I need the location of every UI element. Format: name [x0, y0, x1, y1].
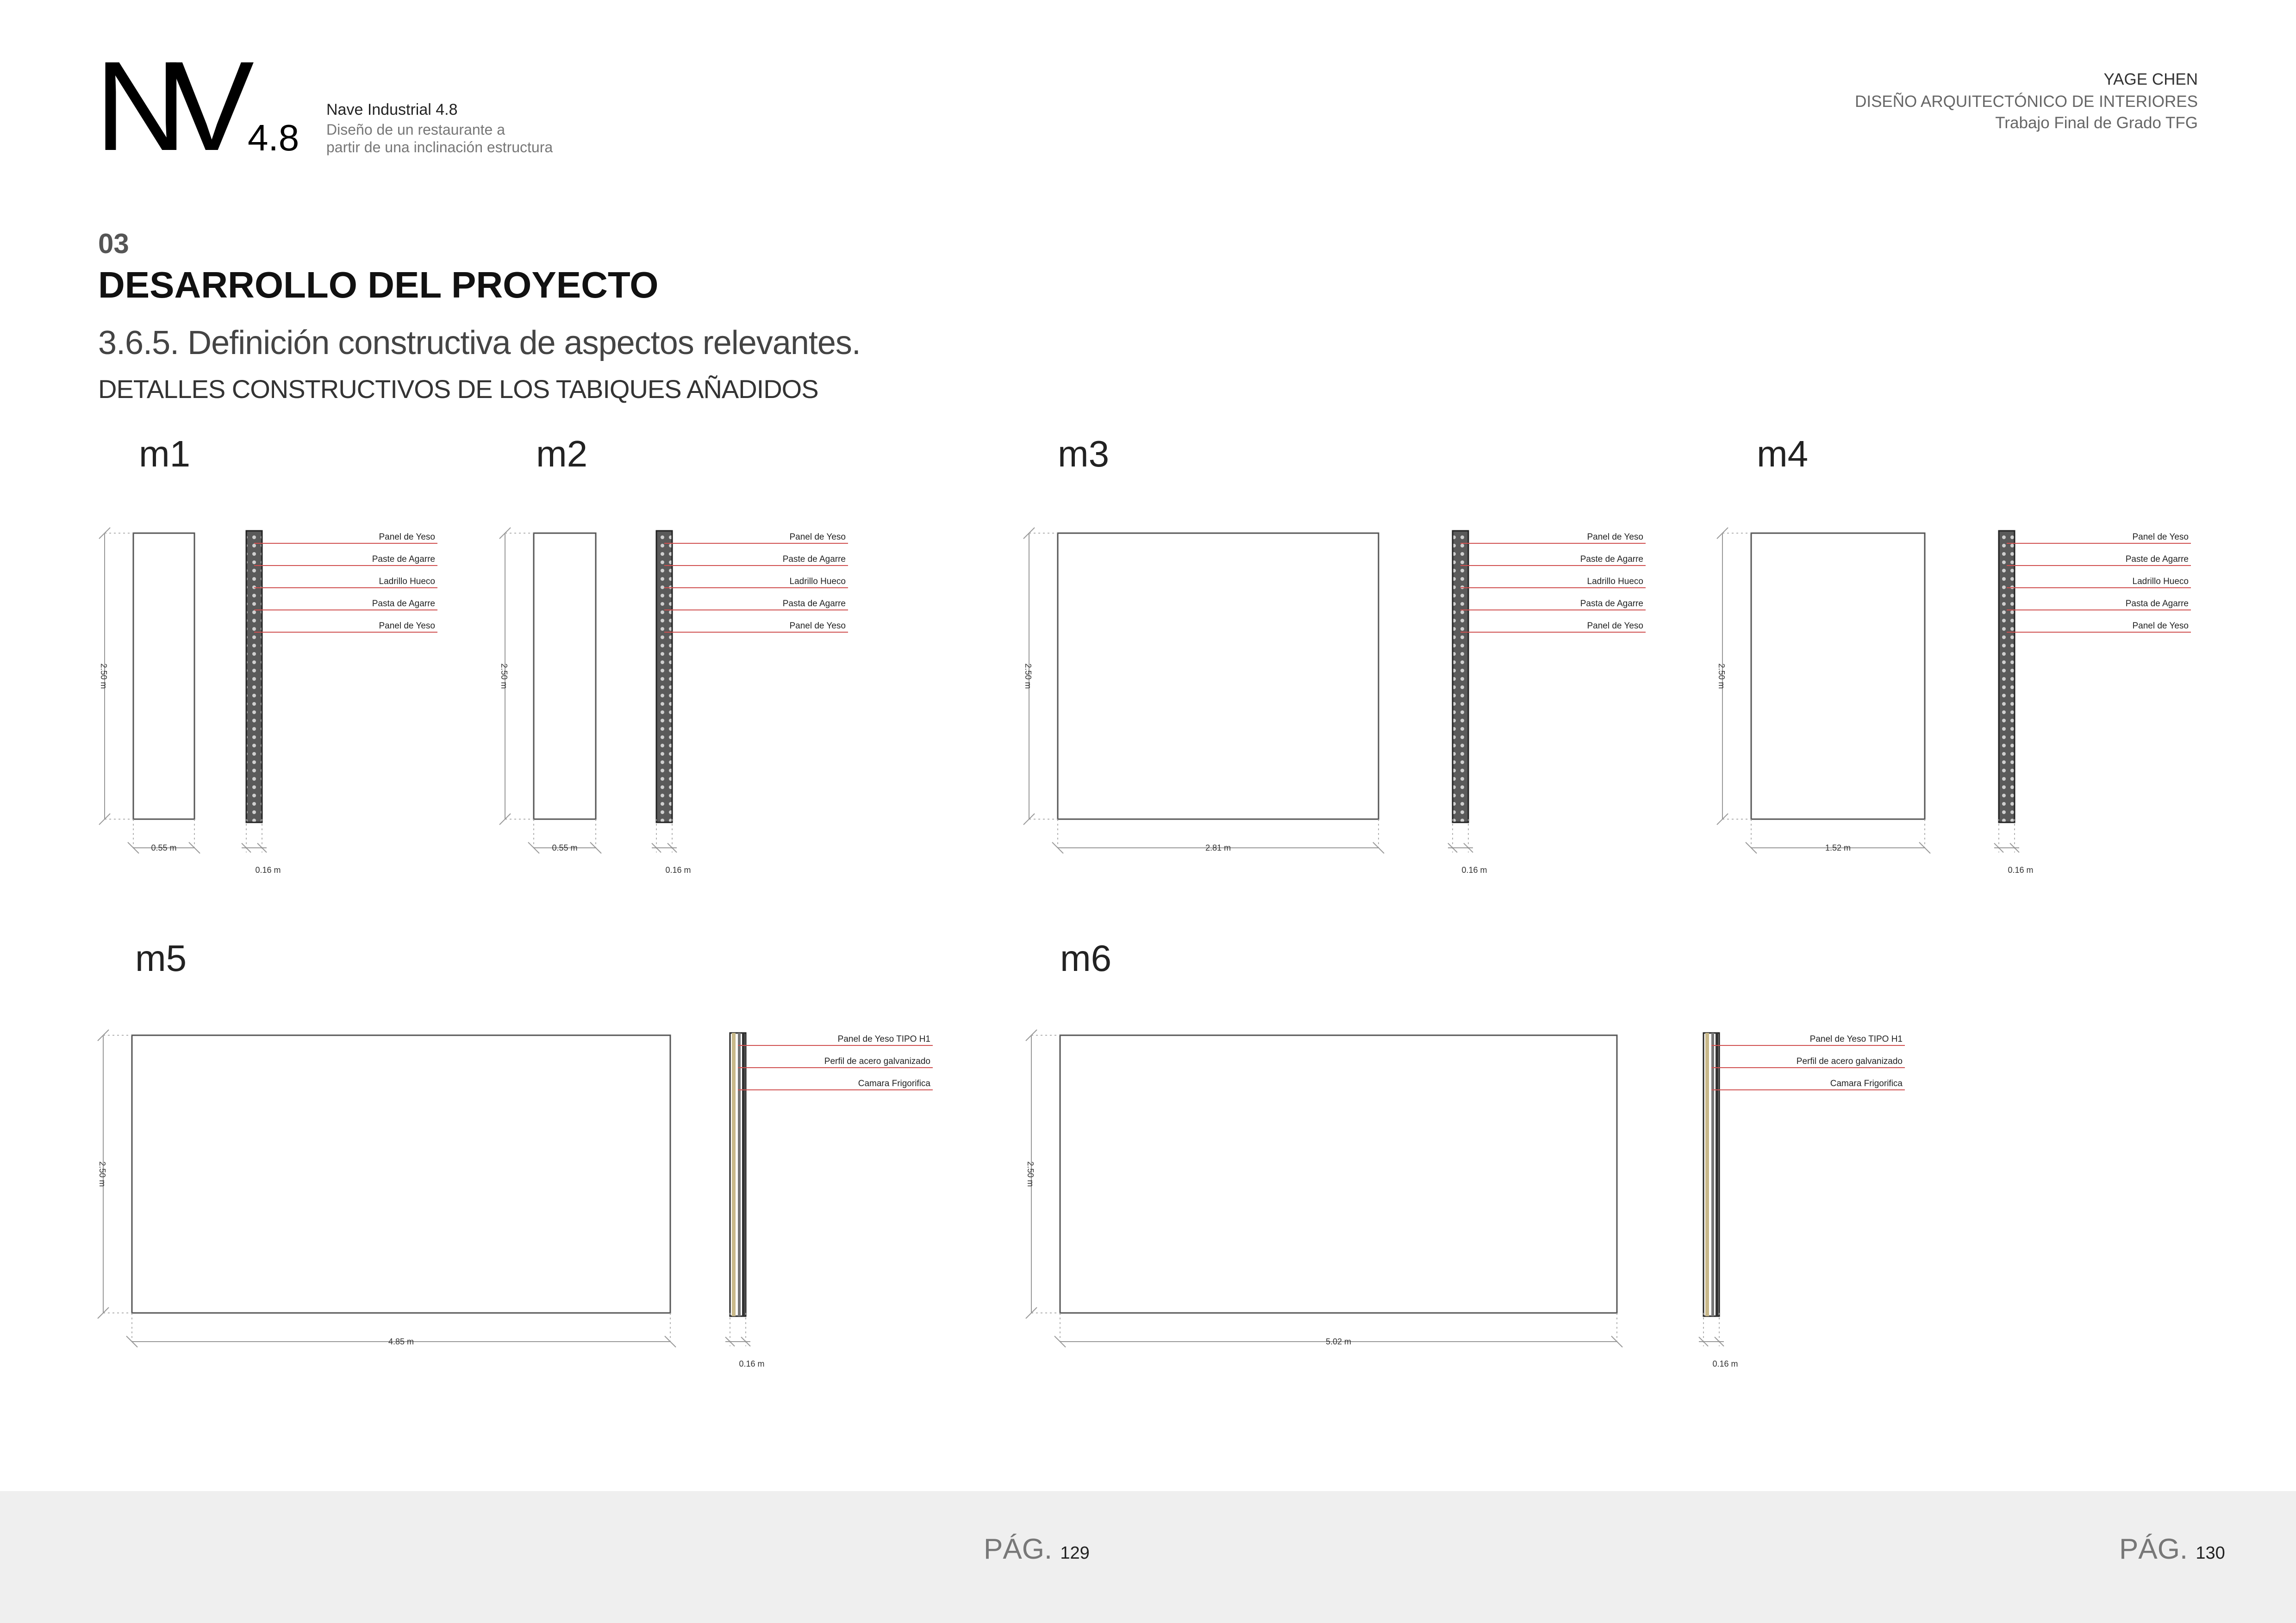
layer-label-m4-1: Panel de Yeso	[2132, 532, 2189, 542]
thickness-label-m2: 0.16 m	[665, 865, 691, 875]
thickness-label-m5: 0.16 m	[739, 1359, 765, 1368]
project-title: Nave Industrial 4.8	[326, 101, 458, 118]
section-strip-m3	[1453, 531, 1468, 822]
project-description-line2: partir de una inclinación estructura	[326, 139, 553, 155]
layer-label-m6-1: Panel de Yeso TIPO H1	[1809, 1034, 1903, 1044]
page-number-right	[2119, 1533, 2225, 1566]
height-label-m5: 2.50 m	[98, 1161, 107, 1187]
logo: NV	[95, 35, 237, 177]
project-description-line1: Diseño de un restaurante a	[326, 121, 505, 138]
layer-label-m6-2: Perfil de acero galvanizado	[1796, 1057, 1903, 1066]
layer-label-m1-5: Panel de Yeso	[379, 621, 435, 631]
height-label-m4: 2.50 m	[1717, 663, 1726, 689]
footer-bar	[0, 1491, 2296, 1623]
section-steel-layer-m6	[1711, 1033, 1714, 1316]
layer-label-m1-2: Paste de Agarre	[372, 554, 435, 564]
section-cold-layer-m5	[742, 1033, 745, 1316]
thickness-label-m3: 0.16 m	[1461, 865, 1487, 875]
section-subtitle: 3.6.5. Definición constructiva de aspectos relevantes.	[98, 324, 861, 361]
elevation-outline-m5	[132, 1035, 670, 1313]
section-cold-layer-m6	[1716, 1033, 1718, 1316]
detail-label-m5: m5	[135, 938, 187, 979]
elevation-outline-m3	[1058, 533, 1379, 819]
layer-label-m3-2: Paste de Agarre	[1580, 554, 1643, 564]
layer-label-m2-4: Pasta de Agarre	[782, 599, 846, 609]
detail-label-m1: m1	[139, 433, 191, 474]
layer-label-m3-3: Ladrillo Hueco	[1587, 577, 1643, 586]
thickness-label-m6: 0.16 m	[1712, 1359, 1738, 1368]
width-label-m6: 5.02 m	[1325, 1337, 1352, 1346]
layer-label-m3-1: Panel de Yeso	[1587, 532, 1643, 542]
layer-label-m5-3: Camara Frigorifica	[858, 1079, 930, 1088]
section-strip-m2	[656, 531, 672, 822]
layer-label-m1-1: Panel de Yeso	[379, 532, 435, 542]
page-prefix-left: PÁG.	[984, 1533, 1053, 1565]
layer-label-m5-1: Panel de Yeso TIPO H1	[837, 1034, 930, 1044]
detail-label-m2: m2	[536, 433, 588, 474]
thickness-label-m1: 0.16 m	[255, 865, 281, 875]
width-label-m4: 1.52 m	[1825, 843, 1851, 852]
layer-label-m4-2: Paste de Agarre	[2125, 554, 2189, 564]
thickness-label-m4: 0.16 m	[2008, 865, 2034, 875]
layer-label-m4-4: Pasta de Agarre	[2125, 599, 2189, 609]
page-number-right-value: 130	[2196, 1543, 2225, 1563]
width-label-m1: 0.55 m	[151, 843, 177, 852]
detail-label-m3: m3	[1058, 433, 1110, 474]
layer-label-m5-2: Perfil de acero galvanizado	[824, 1057, 930, 1066]
layer-label-m1-4: Pasta de Agarre	[372, 599, 435, 609]
logo-version: 4.8	[248, 117, 299, 158]
author-name: YAGE CHEN	[2103, 70, 2198, 88]
layer-label-m4-3: Ladrillo Hueco	[2132, 577, 2189, 586]
width-label-m5: 4.85 m	[388, 1337, 414, 1346]
height-label-m2: 2.50 m	[499, 663, 509, 689]
width-label-m2: 0.55 m	[552, 843, 578, 852]
layer-label-m2-5: Panel de Yeso	[789, 621, 846, 631]
section-subheading: DETALLES CONSTRUCTIVOS DE LOS TABIQUES AÑADIDOS	[98, 374, 818, 404]
elevation-outline-m2	[534, 533, 596, 819]
degree-name: DISEÑO ARQUITECTÓNICO DE INTERIORES	[1855, 93, 2198, 111]
detail-label-m6: m6	[1060, 938, 1112, 979]
layer-label-m2-2: Paste de Agarre	[782, 554, 846, 564]
section-number: 03	[98, 228, 129, 259]
section-gypsum-layer-m5	[732, 1033, 736, 1316]
layer-label-m3-5: Panel de Yeso	[1587, 621, 1643, 631]
height-label-m3: 2.50 m	[1023, 663, 1033, 689]
layer-label-m3-4: Pasta de Agarre	[1580, 599, 1643, 609]
layer-label-m6-3: Camara Frigorifica	[1830, 1079, 1903, 1088]
width-label-m3: 2.81 m	[1205, 843, 1231, 852]
page-number-left-value: 129	[1060, 1543, 1090, 1563]
elevation-outline-m4	[1751, 533, 1925, 819]
layer-label-m4-5: Panel de Yeso	[2132, 621, 2189, 631]
section-title: DESARROLLO DEL PROYECTO	[98, 264, 659, 305]
detail-label-m4: m4	[1757, 433, 1809, 474]
section-gypsum-layer-m6	[1705, 1033, 1709, 1316]
page-number-left	[984, 1533, 1090, 1566]
section-strip-m1	[246, 531, 262, 822]
work-type: Trabajo Final de Grado TFG	[1995, 114, 2198, 132]
page-prefix-right: PÁG.	[2119, 1533, 2188, 1565]
layer-label-m2-3: Ladrillo Hueco	[789, 577, 846, 586]
section-strip-m4	[1999, 531, 2015, 822]
height-label-m6: 2.50 m	[1026, 1161, 1035, 1187]
layer-label-m2-1: Panel de Yeso	[789, 532, 846, 542]
layer-label-m1-3: Ladrillo Hueco	[379, 577, 435, 586]
elevation-outline-m6	[1060, 1035, 1617, 1313]
section-steel-layer-m5	[738, 1033, 741, 1316]
elevation-outline-m1	[133, 533, 194, 819]
height-label-m1: 2.50 m	[99, 663, 108, 689]
